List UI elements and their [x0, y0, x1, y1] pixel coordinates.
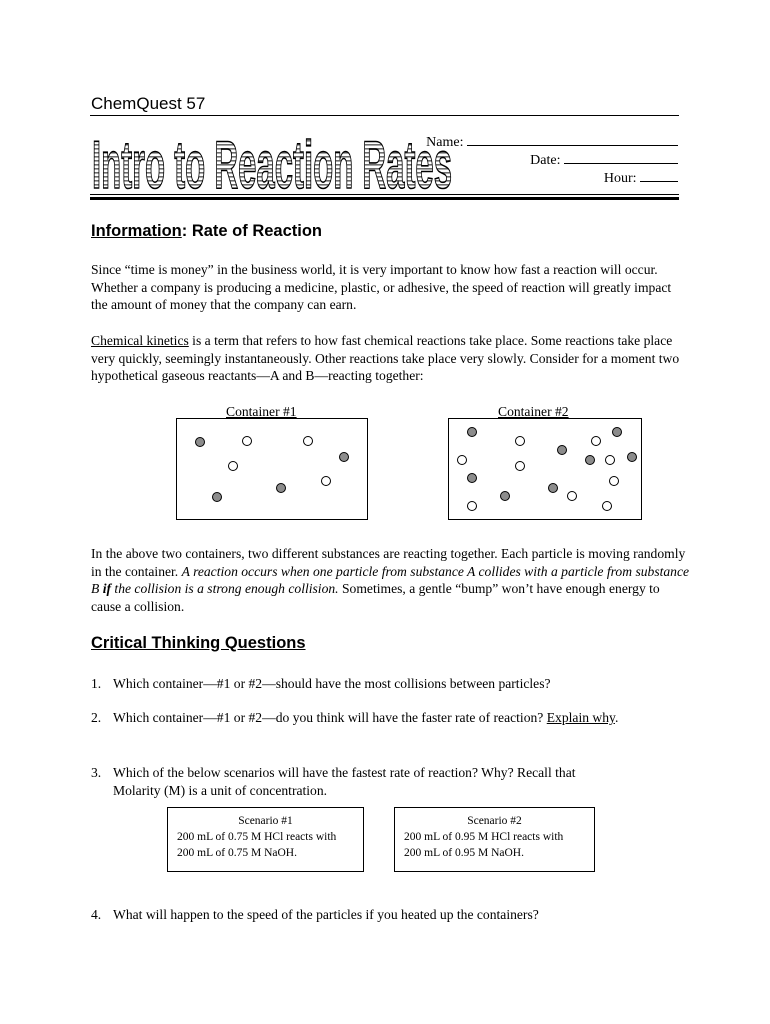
desc-normal-1: In the above two containers, two different substances are reacting together. Each particle is moving randomly in the container.: [91, 546, 686, 579]
desc-normal-2: Sometimes, a gentle “bump” won’t have enough energy to cause a collision.: [91, 581, 660, 614]
q1-number: 1.: [91, 676, 102, 691]
q3-number: 3.: [91, 765, 102, 780]
q3-line-2: Molarity (M) is a unit of concentration.: [113, 783, 328, 798]
container-2-label: Container #2: [498, 404, 569, 419]
particle-filled: [585, 455, 595, 465]
page-title-banner: [90, 124, 460, 194]
reaction-description: [91, 545, 691, 615]
question-3: [91, 764, 576, 800]
header-rule-thick: [90, 197, 679, 200]
question-2: [91, 709, 618, 727]
scenario-1-box: [167, 807, 364, 872]
info-para-2: [91, 332, 686, 385]
scenario-2-title: Scenario #2: [467, 815, 522, 827]
scenario-1-line-1: 200 mL of 0.75 M HCl reacts with: [177, 831, 337, 843]
question-1: [91, 675, 551, 693]
info-para-2-rest: is a term that refers to how fast chemical reactions take place. Some reactions take place very quickly, seemingly instantaneously. Other reactions take place very slowly. Consider for a moment two hypothetical gaseous reactants—A and B—reacting together:: [91, 333, 680, 384]
particle-empty: [242, 436, 252, 446]
name-blank[interactable]: [467, 132, 678, 146]
particle-filled: [627, 452, 637, 462]
particle-filled: [557, 445, 567, 455]
kinetics-term: Chemical kinetics: [91, 333, 189, 348]
q3-line-1: Which of the below scenarios will have the fastest rate of reaction? Why? Recall that: [113, 765, 576, 780]
particle-filled: [467, 473, 477, 483]
q2-text: Which container—#1 or #2—do you think will have the faster rate of reaction?: [113, 710, 547, 725]
particle-empty: [321, 476, 331, 486]
date-label: Date:: [530, 153, 561, 168]
scenario-1-line-2: 200 mL of 0.75 M NaOH.: [177, 847, 297, 859]
particle-empty: [515, 461, 525, 471]
q4-number: 4.: [91, 907, 102, 922]
particle-filled: [548, 483, 558, 493]
date-field: [530, 150, 678, 169]
q1-text: Which container—#1 or #2—should have the most collisions between particles?: [113, 676, 551, 691]
info-heading-main: Information: [91, 222, 182, 240]
hour-field: [604, 168, 678, 187]
hour-blank[interactable]: [640, 168, 678, 182]
q2-end: .: [614, 710, 619, 725]
scenario-2-box: [394, 807, 595, 872]
page-title: Intro to Reaction Rates: [92, 127, 452, 194]
particle-filled: [339, 452, 349, 462]
header-rule-thin: [90, 194, 679, 195]
info-heading-rest: : Rate of Reaction: [181, 222, 323, 240]
date-blank[interactable]: [564, 150, 678, 164]
particle-filled: [612, 427, 622, 437]
ctq-heading: Critical Thinking Questions: [91, 634, 306, 652]
scenario-2-line-2: 200 mL of 0.95 M NaOH.: [404, 847, 524, 859]
particle-empty: [567, 491, 577, 501]
question-4: [91, 906, 539, 924]
particle-empty: [591, 436, 601, 446]
particle-empty: [457, 455, 467, 465]
info-heading: [91, 222, 322, 241]
particle-filled: [276, 483, 286, 493]
container-1: [176, 418, 368, 520]
particle-empty: [228, 461, 238, 471]
particle-filled: [467, 427, 477, 437]
particle-empty: [515, 436, 525, 446]
name-field: [426, 132, 678, 151]
doc-label: ChemQuest 57: [91, 94, 206, 113]
desc-italic-2: the collision is a strong enough collision.: [111, 581, 339, 597]
container-1-label: Container #1: [226, 404, 297, 419]
particle-empty: [602, 501, 612, 511]
desc-italic-1: A reaction occurs when one particle from substance A collides with a particle from substance B: [91, 563, 690, 597]
particle-empty: [467, 501, 477, 511]
q2-number: 2.: [91, 710, 102, 725]
hour-label: Hour:: [603, 171, 637, 186]
q2-explain: Explain why: [546, 710, 615, 725]
info-para-1: Since “time is money” in the business world, it is very important to know how fast a reaction will occur. Whether a company is producing a medicine, plastic, or adhesive, the speed of reaction will greatly impact the amount of money that the company can earn.: [91, 262, 672, 313]
desc-bold-if: if: [102, 581, 112, 597]
q4-text: What will happen to the speed of the particles if you heated up the containers?: [113, 907, 539, 922]
particle-filled: [195, 437, 205, 447]
name-label: Name:: [426, 135, 464, 150]
particle-empty: [303, 436, 313, 446]
scenario-1-title: Scenario #1: [238, 815, 293, 827]
particle-filled: [212, 492, 222, 502]
particle-empty: [609, 476, 619, 486]
particle-filled: [500, 491, 510, 501]
header-top-rule: [90, 115, 679, 116]
particle-empty: [605, 455, 615, 465]
scenario-2-line-1: 200 mL of 0.95 M HCl reacts with: [404, 831, 564, 843]
container-2: [448, 418, 642, 520]
